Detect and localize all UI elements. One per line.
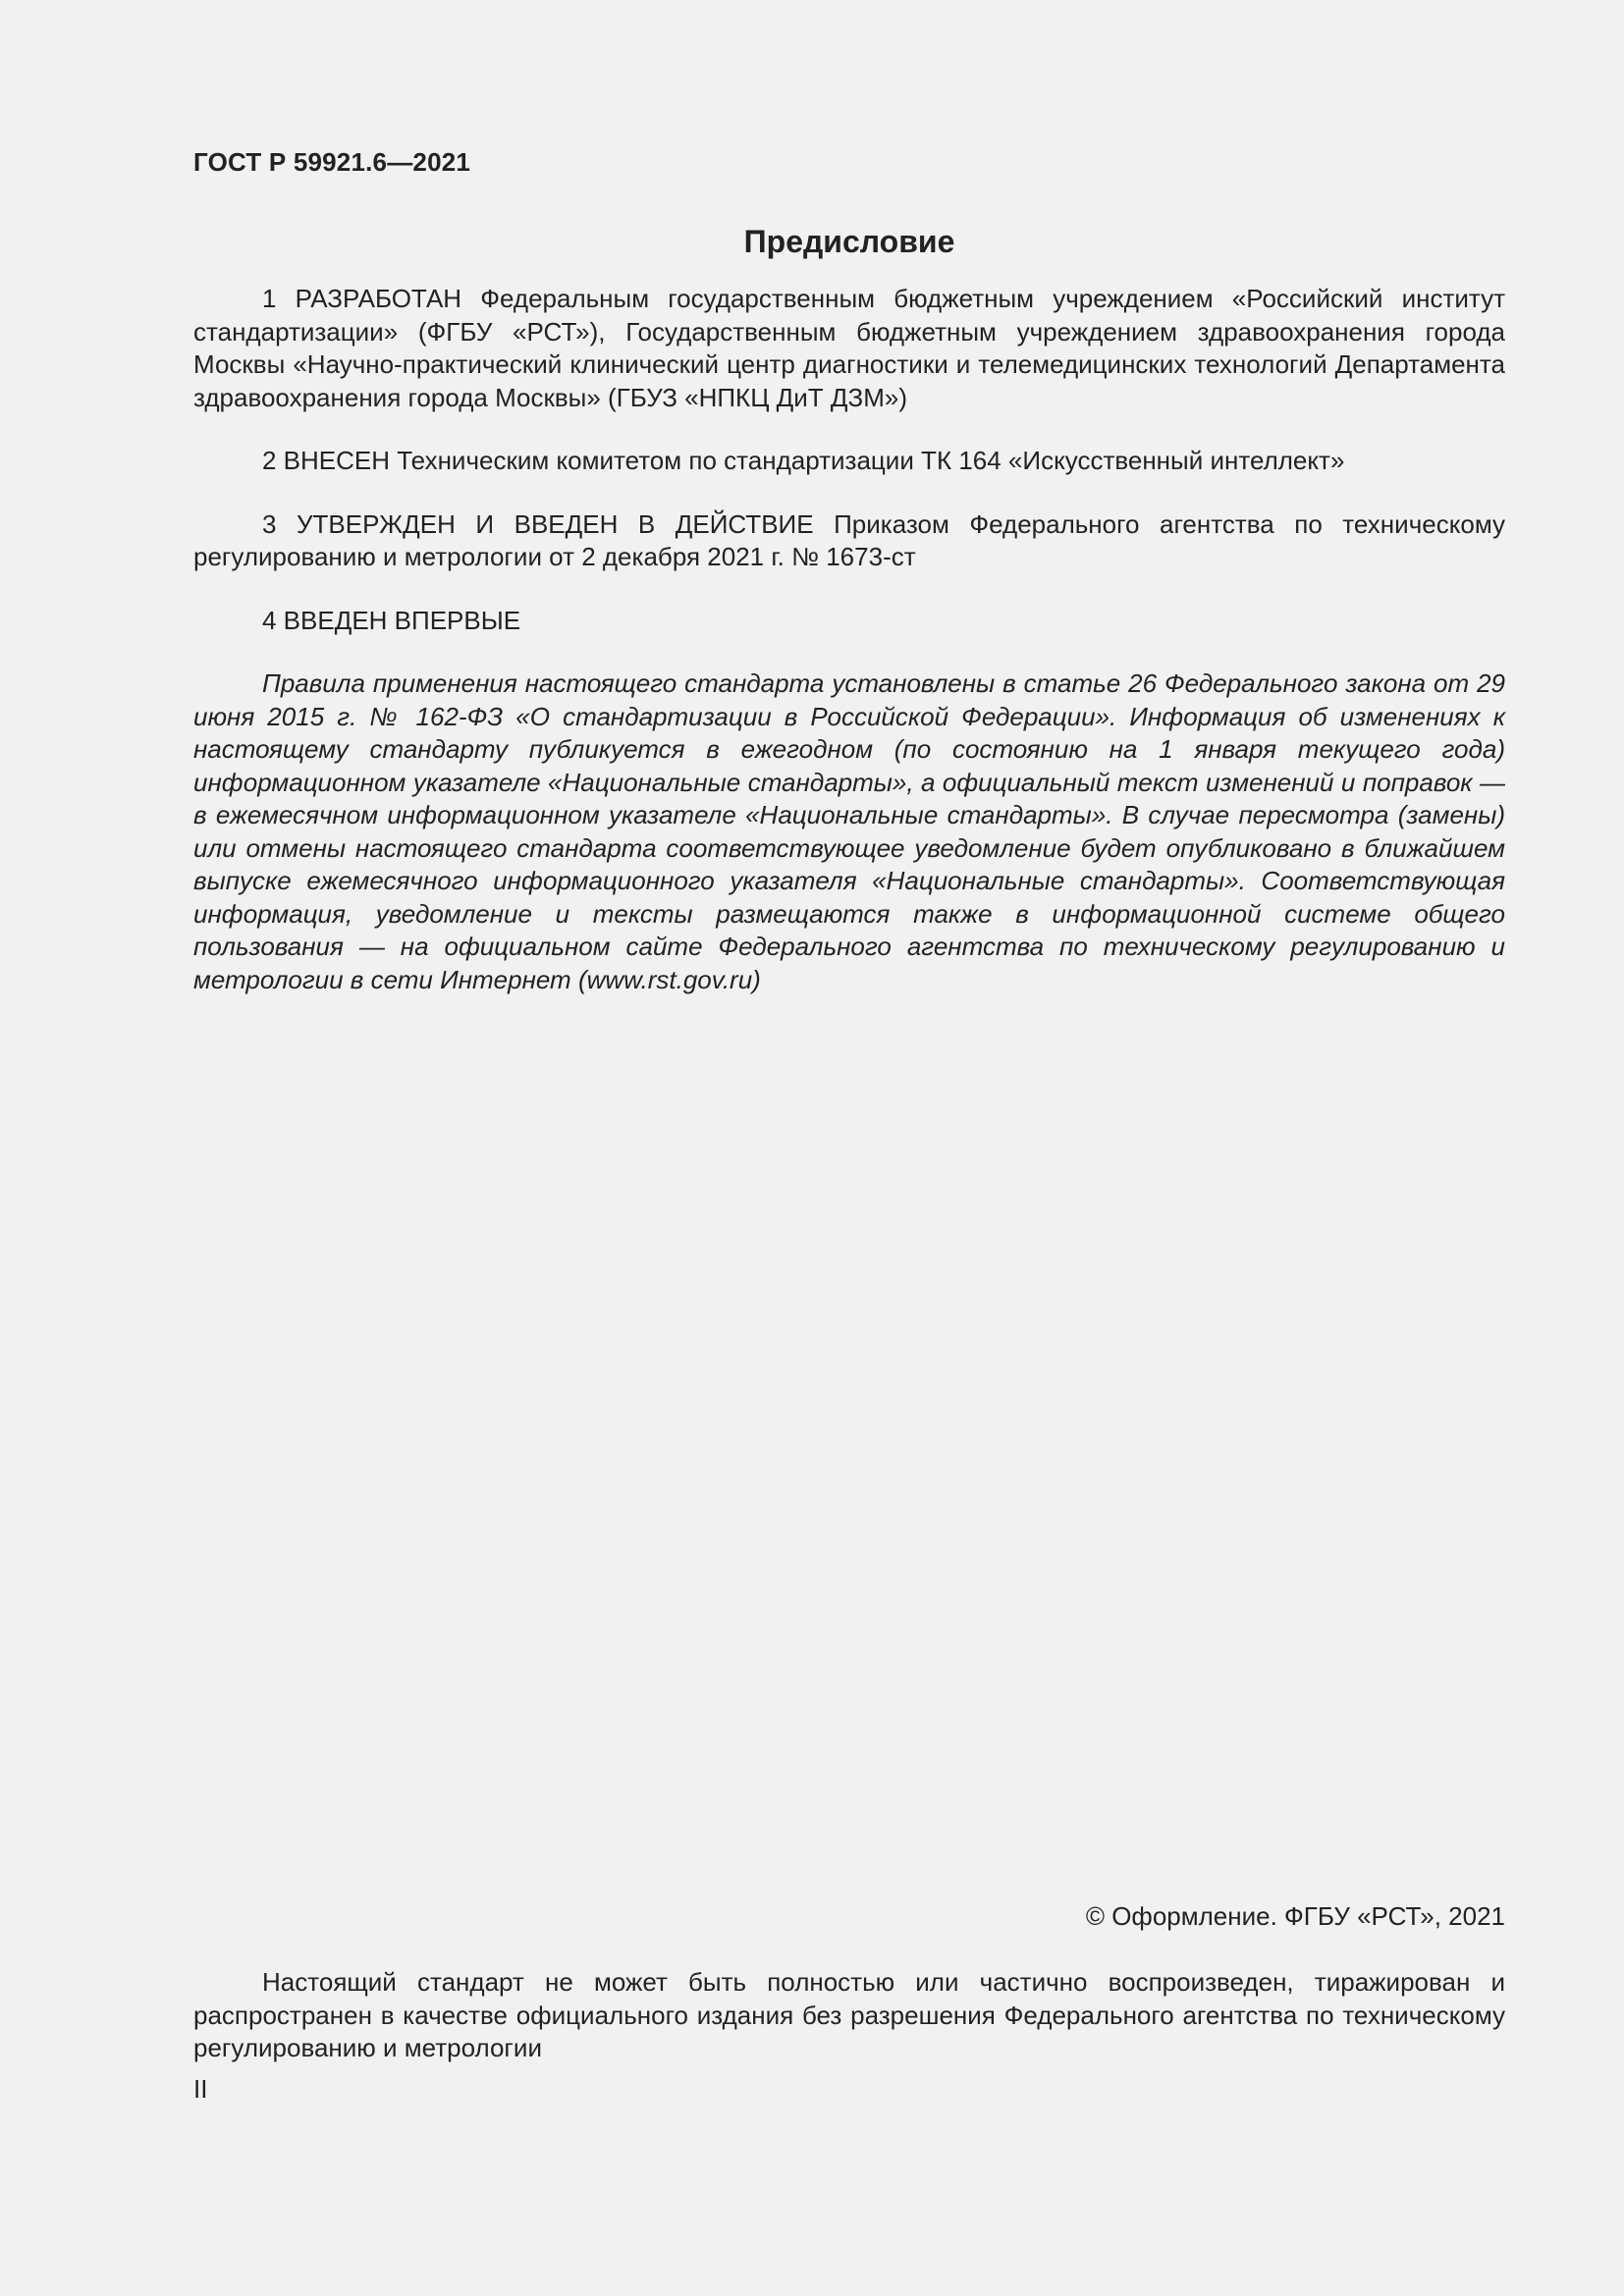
copyright-line: © Оформление. ФГБУ «РСТ», 2021: [1085, 1901, 1505, 1931]
preface-item-first-introduced: 4 ВВЕДЕН ВПЕРВЫЕ: [262, 605, 521, 635]
preface-title: Предисловие: [743, 224, 955, 259]
rules-note: Правила применения настоящего стандарта установлены в статье 26 Федерального закона от 29 июня 2015 г. № 162-ФЗ «О стандартизации в Российской Федерации». Информация об изменениях к настоящему стандарту публикуется в ежегодном (по состоянию на 1 января текущего года) информационном указателе «Национальные стандарты», а официальный текст изменений и поправок — в ежемесячном информационном указателе «Национальные стандарты». В случае пересмотра (замены) или отмены настоящего стандарта соответствующее уведомление будет опубликовано в ближайшем выпуске ежемесячного информационного указателя «Национальные стандарты». Соответствующая информация, уведомление и тексты размещаются также в информационной системе общего пользования — на официальном сайте Федерального агентства по техническому регулированию и метрологии в сети Интернет (www.rst.gov.ru): [193, 668, 1505, 994]
reproduction-notice: Настоящий стандарт не может быть полностью или частично воспроизведен, тиражирован и распространен в качестве официального издания без разрешения Федерального агентства по техническому регулированию и метрологии: [193, 1967, 1505, 2062]
preface-body: [193, 283, 1505, 1027]
document-code: ГОСТ Р 59921.6—2021: [193, 147, 471, 177]
preface-item-introduced: 2 ВНЕСЕН Техническим комитетом по стандартизации ТК 164 «Искусственный интеллект»: [262, 446, 1345, 475]
preface-item-developed: 1 РАЗРАБОТАН Федеральным государственным бюджетным учреждением «Российский институт стандартизации» (ФГБУ «РСТ»), Государственным бюджетным учреждением здравоохранения города Москвы «Научно-практический клинический центр диагностики и телемедицинских технологий Департамента здравоохранения города Москвы» (ГБУЗ «НПКЦ ДиТ ДЗМ»): [193, 284, 1505, 412]
preface-item-approved: 3 УТВЕРЖДЕН И ВВЕДЕН В ДЕЙСТВИЕ Приказом Федерального агентства по техническому регулированию и метрологии от 2 декабря 2021 г. № 1673-ст: [193, 508, 1505, 571]
page-number: II: [193, 2074, 208, 2104]
